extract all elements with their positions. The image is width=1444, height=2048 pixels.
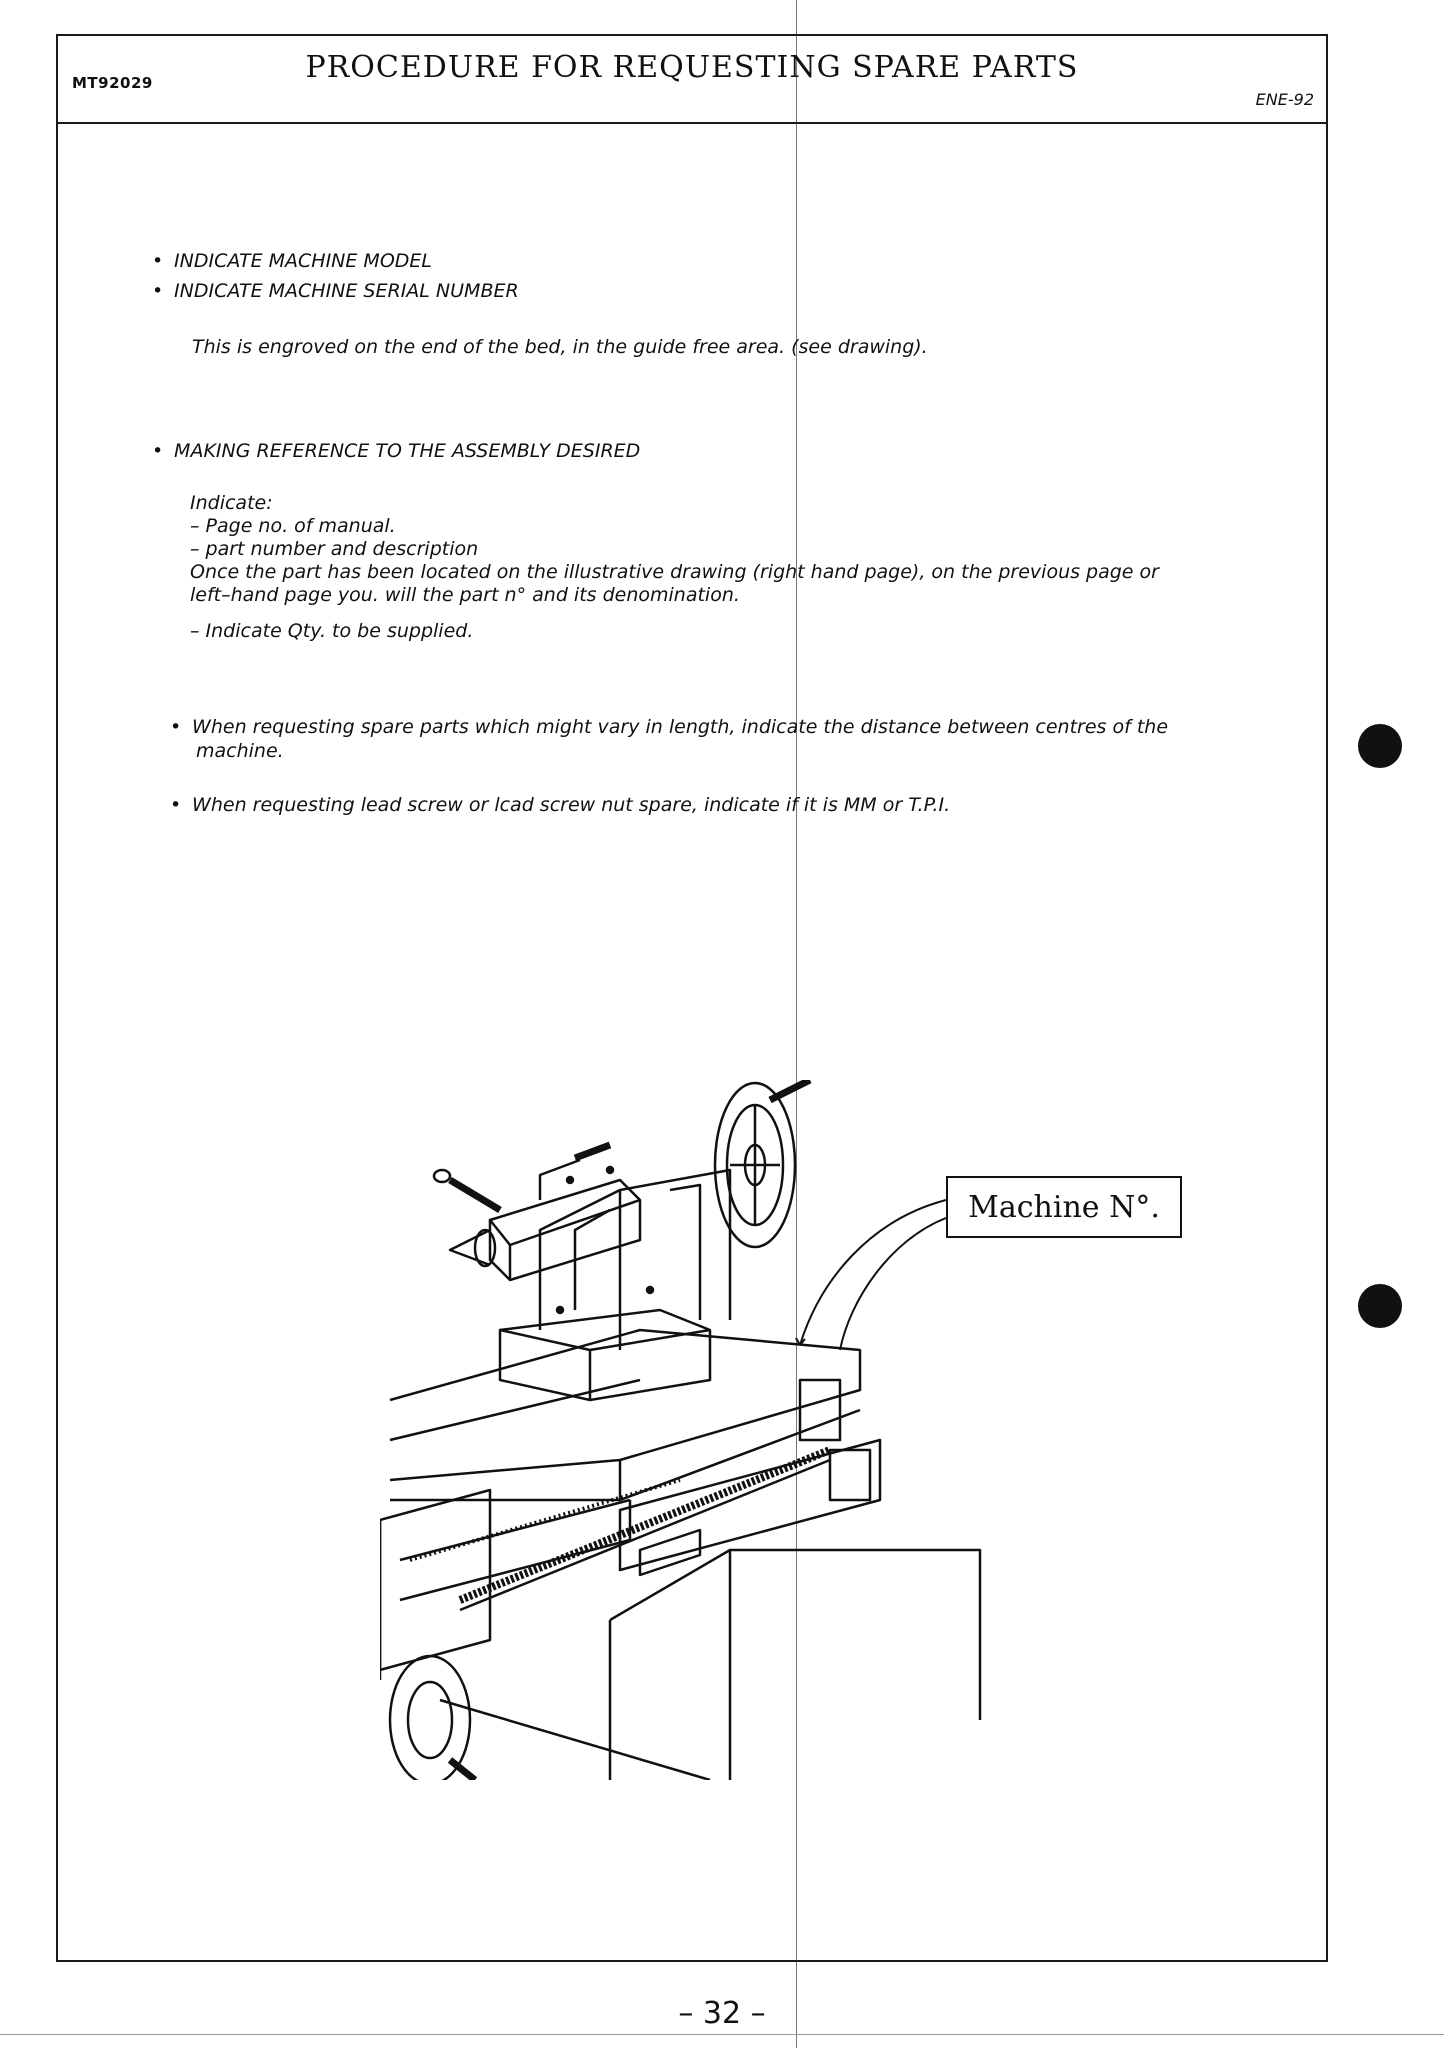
bullet-machine-serial (152, 280, 519, 302)
bullet-assembly-reference (152, 440, 640, 462)
located-line-1: Once the part has been located on the illustrative drawing (right hand page), on the previous page or (190, 561, 1159, 583)
indicate-line-page: – Page no. of manual. (190, 515, 396, 537)
indicate-label: Indicate: (190, 492, 273, 514)
serial-note: This is engroved on the end of the bed, in the guide free area. (see drawing). (192, 336, 928, 358)
revision-code: ENE-92 (1255, 90, 1314, 109)
length-line-2: machine. (196, 740, 284, 762)
bullet-machine-model (152, 250, 432, 272)
bullet-leadscrew (170, 794, 950, 816)
machine-number-label: Machine N°. (968, 1189, 1160, 1225)
scan-artifact-bottom (0, 2034, 1444, 2035)
qty-line: – Indicate Qty. to be supplied. (190, 620, 474, 642)
document-code: MT92029 (72, 74, 153, 92)
bullet-assembly-reference-text: MAKING REFERENCE TO THE ASSEMBLY DESIRED (174, 440, 641, 462)
punch-hole-lower (1358, 1284, 1402, 1328)
bullet-length-text: When requesting spare parts which might vary in length, indicate the distance between centres of the (192, 716, 1169, 738)
bullet-length (170, 716, 1168, 738)
page-number: – 32 – (678, 1996, 766, 2031)
bullet-leadscrew-text: When requesting lead screw or lcad screw nut spare, indicate if it is MM or T.P.I. (192, 794, 951, 816)
header-band (58, 36, 1326, 124)
machine-number-callout (946, 1176, 1182, 1238)
indicate-line-part: – part number and description (190, 538, 479, 560)
located-line-2: left–hand page you. will the part n° and its denomination. (190, 584, 740, 606)
bullet-machine-model-text: INDICATE MACHINE MODEL (174, 250, 433, 272)
bullet-machine-serial-text: INDICATE MACHINE SERIAL NUMBER (174, 280, 519, 302)
punch-hole-upper (1358, 724, 1402, 768)
page-title: PROCEDURE FOR REQUESTING SPARE PARTS (305, 50, 1079, 85)
